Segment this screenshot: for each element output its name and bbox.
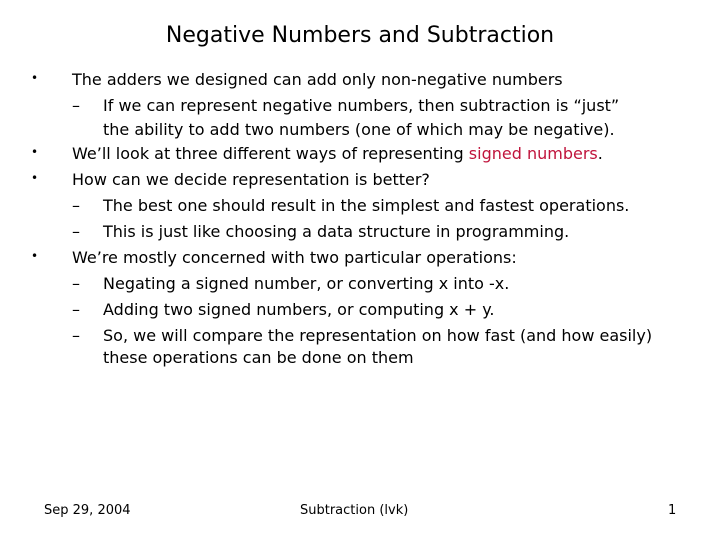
sub-bullet-text: This is just like choosing a data structure in programming.: [103, 222, 570, 241]
bullet-text: [72, 144, 603, 164]
slide-title: Negative Numbers and Subtraction: [165, 23, 555, 48]
sub-bullet-text: If we can represent negative numbers, then subtraction is “just”: [103, 96, 620, 115]
sub-bullet-marker: –: [72, 300, 80, 319]
bullet-text-post: .: [597, 144, 603, 163]
sub-bullet-text: So, we will compare the representation on how fast (and how easily): [103, 326, 653, 345]
sub-bullet-marker: –: [72, 326, 80, 345]
sub-bullet-marker: –: [72, 196, 80, 215]
sub-bullet-marker: –: [72, 274, 80, 293]
sub-bullet-text: Adding two signed numbers, or computing x + y.: [103, 300, 495, 319]
bullet-marker: •: [31, 145, 39, 159]
bullet-marker: •: [31, 249, 39, 263]
sub-bullet-text: The best one should result in the simplest and fastest operations.: [103, 196, 630, 215]
bullet-marker: •: [31, 171, 39, 185]
bullet-text: The adders we designed can add only non-negative numbers: [72, 70, 563, 89]
sub-bullet-text: Negating a signed number, or converting x into -x.: [103, 274, 510, 293]
footer-page-number: 1: [668, 503, 677, 518]
sub-bullet-text-continued: the ability to add two numbers (one of which may be negative).: [103, 120, 615, 139]
sub-bullet-text-continued: these operations can be done on them: [103, 348, 414, 367]
bullet-text: We’re mostly concerned with two particular operations:: [72, 248, 517, 267]
footer-date: Sep 29, 2004: [44, 503, 131, 518]
sub-bullet-marker: –: [72, 96, 80, 115]
sub-bullet-marker: –: [72, 222, 80, 241]
bullet-marker: •: [31, 71, 39, 85]
bullet-text-pre: We’ll look at three different ways of representing: [72, 144, 469, 163]
highlight-signed-numbers: signed numbers: [468, 144, 598, 163]
footer-center: Subtraction (lvk): [300, 503, 409, 518]
bullet-text: How can we decide representation is better?: [72, 170, 430, 189]
